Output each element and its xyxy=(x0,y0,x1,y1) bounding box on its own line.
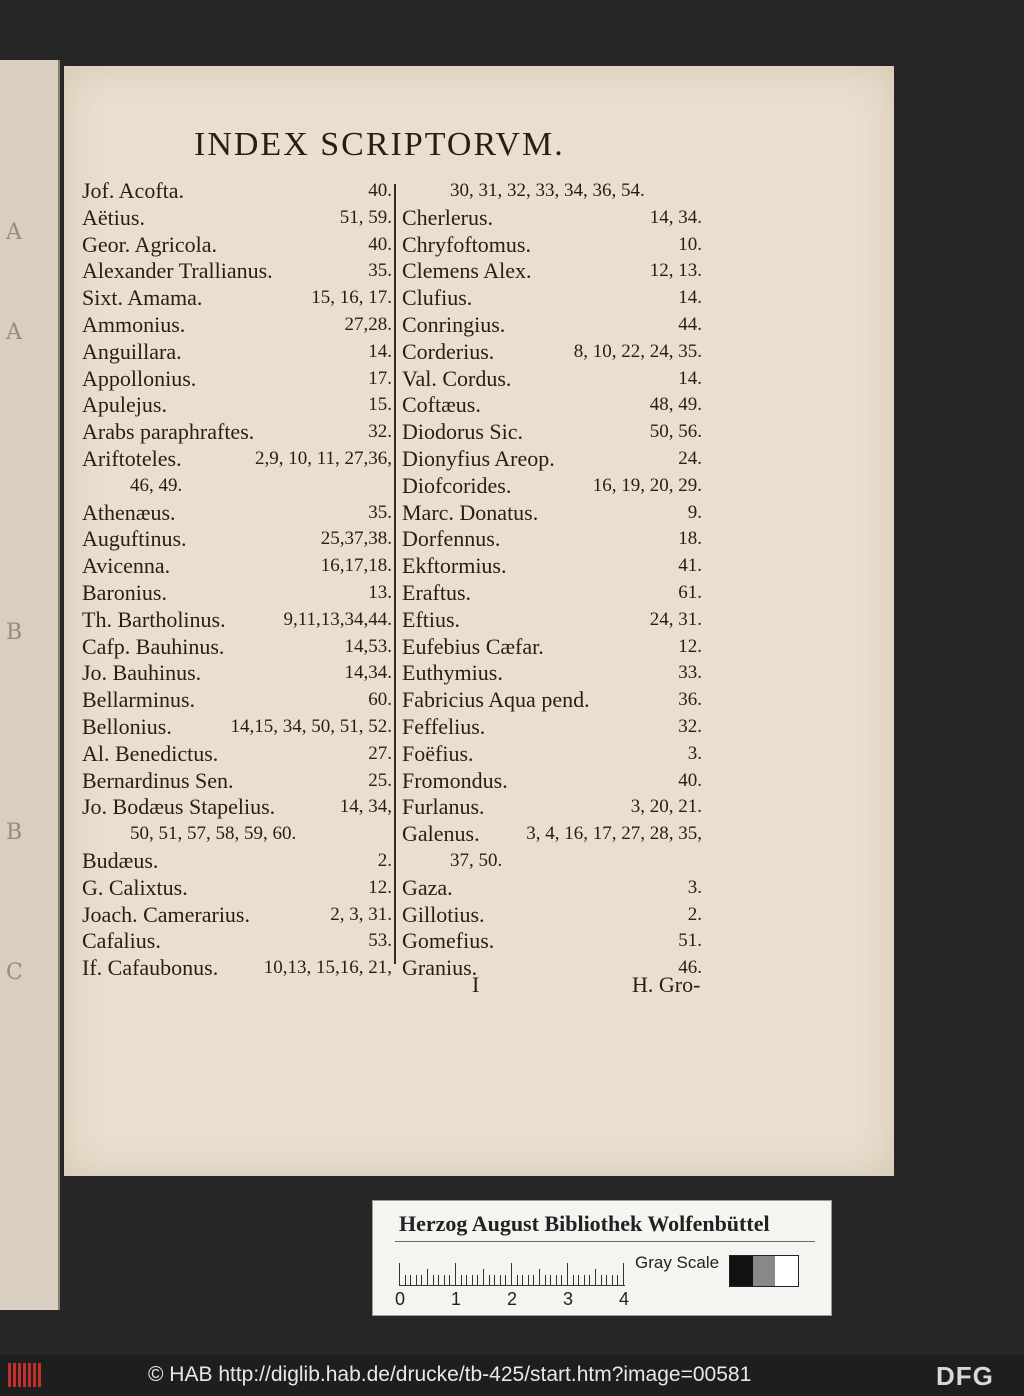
author-name: Eraftus. xyxy=(402,579,472,605)
author-name: Dionyfius Areop. xyxy=(402,445,555,471)
page-references: 33. xyxy=(678,662,702,684)
ruler-tick xyxy=(466,1275,467,1285)
index-entry xyxy=(402,258,702,285)
author-name: Eufebius Cæfar. xyxy=(402,633,544,659)
page-references: 10,13, 15,16, 21, xyxy=(263,957,392,979)
page-references: 60. xyxy=(368,689,392,711)
index-entry xyxy=(82,580,392,607)
index-entry xyxy=(402,473,702,500)
author-name: Bernardinus Sen. xyxy=(82,767,234,793)
page-references: 2. xyxy=(377,849,392,871)
author-name: Foëfius. xyxy=(402,740,474,766)
ruler-tick xyxy=(438,1275,439,1285)
author-name: Clemens Alex. xyxy=(402,258,532,284)
author-name: Avicenna. xyxy=(82,553,171,579)
page-references: 14. xyxy=(678,367,702,389)
index-entry xyxy=(82,205,392,232)
ruler-tick xyxy=(567,1263,568,1285)
index-entry xyxy=(402,607,702,634)
page-references: 53. xyxy=(368,930,392,952)
ruler-number: 2 xyxy=(507,1289,518,1309)
author-name: Sixt. Amama. xyxy=(82,285,203,311)
author-name: Cafp. Bauhinus. xyxy=(82,633,225,659)
index-entry xyxy=(402,312,702,339)
index-entry xyxy=(402,500,702,527)
author-name: Bellonius. xyxy=(82,713,172,739)
page-references: 13. xyxy=(368,581,392,603)
signature-mark: I xyxy=(472,972,480,997)
ruler-tick xyxy=(584,1275,585,1285)
page-references: 2,9, 10, 11, 27,36, xyxy=(254,447,392,469)
ruler-tick xyxy=(533,1275,534,1285)
ruler-number: 1 xyxy=(451,1289,462,1309)
index-entry xyxy=(402,768,702,795)
ruler-tick xyxy=(589,1275,590,1285)
swatch-black xyxy=(730,1256,753,1286)
page-references: 14,53. xyxy=(344,635,392,657)
card-divider xyxy=(395,1241,815,1242)
page-references: 32. xyxy=(678,715,702,737)
author-name: Anguillara. xyxy=(82,338,182,364)
author-name: Ammonius. xyxy=(82,311,186,337)
index-entry xyxy=(82,526,392,553)
index-entry xyxy=(82,634,392,661)
swatch-white xyxy=(775,1256,798,1286)
ruler-tick xyxy=(528,1275,529,1285)
author-name: Baronius. xyxy=(82,579,167,605)
page-references: 3, 4, 16, 17, 27, 28, 35, xyxy=(526,823,702,845)
index-entry xyxy=(82,794,392,821)
index-entry xyxy=(402,660,702,687)
ruler-tick xyxy=(449,1275,450,1285)
page-references: 14, 34, xyxy=(339,796,392,818)
gray-scale-label: Gray Scale xyxy=(635,1253,720,1272)
author-name: Auguftinus. xyxy=(82,526,187,552)
index-entry xyxy=(82,312,392,339)
author-name: Jo. Bauhinus. xyxy=(82,660,202,686)
page-references: 24. xyxy=(678,447,702,469)
page-references: 16,17,18. xyxy=(320,555,392,577)
author-name: Al. Benedictus. xyxy=(82,740,219,766)
index-entry xyxy=(402,446,702,473)
index-entry xyxy=(82,902,392,929)
index-entry xyxy=(402,205,702,232)
author-name: Fabricius Aqua pend. xyxy=(402,687,590,713)
catchword: H. Gro- xyxy=(632,972,701,997)
page-references: 36. xyxy=(678,689,702,711)
index-entry xyxy=(402,634,702,661)
page-references: 27,28. xyxy=(344,313,392,335)
ruler-tick xyxy=(427,1269,428,1285)
author-name: Coftæus. xyxy=(402,392,481,418)
author-name: Dorfennus. xyxy=(402,526,501,552)
author-name: Euthymius. xyxy=(402,660,503,686)
author-name: Athenæus. xyxy=(82,499,176,525)
facing-page-edge xyxy=(0,60,60,1310)
index-entry xyxy=(402,821,702,848)
index-entry xyxy=(402,848,702,875)
page-references: 14. xyxy=(678,287,702,309)
index-entry xyxy=(82,392,392,419)
index-entry xyxy=(82,366,392,393)
ruler-tick xyxy=(399,1263,400,1285)
index-entry xyxy=(82,821,392,848)
index-entry xyxy=(82,607,392,634)
ruler-tick xyxy=(623,1263,624,1285)
ruler-number: 4 xyxy=(619,1289,630,1309)
page-references: 27. xyxy=(368,742,392,764)
author-name: Furlanus. xyxy=(402,794,485,820)
index-entry xyxy=(82,285,392,312)
page-references: 3. xyxy=(687,876,702,898)
ruler-tick xyxy=(489,1275,490,1285)
page-references: 16, 19, 20, 29. xyxy=(592,474,702,496)
page-references: 14. xyxy=(368,340,392,362)
page-references: 15, 16, 17. xyxy=(311,287,392,309)
ruler-tick xyxy=(461,1275,462,1285)
page-references: 40. xyxy=(368,180,392,201)
ruler-tick xyxy=(545,1275,546,1285)
page-references: 9. xyxy=(687,501,702,523)
ruler-tick xyxy=(606,1275,607,1285)
page-references: 40. xyxy=(678,769,702,791)
ruler-tick xyxy=(617,1275,618,1285)
page-references: 25,37,38. xyxy=(320,528,392,550)
index-entry xyxy=(402,794,702,821)
author-name: Val. Cordus. xyxy=(402,365,512,391)
author-name: Granius. xyxy=(402,955,478,981)
author-name: Fromondus. xyxy=(402,767,508,793)
author-name: Clufius. xyxy=(402,285,473,311)
ruler-tick xyxy=(472,1275,473,1285)
index-entry xyxy=(82,848,392,875)
left-column xyxy=(82,178,392,982)
page-references: 41. xyxy=(678,555,702,577)
author-name: Budæus. xyxy=(82,847,159,873)
ruler-number: 0 xyxy=(395,1289,406,1309)
ruler-tick xyxy=(405,1275,406,1285)
ruler-tick xyxy=(410,1275,411,1285)
edge-glyph: B xyxy=(6,820,23,845)
color-reference-card xyxy=(372,1200,832,1316)
ruler-tick xyxy=(505,1275,506,1285)
page-references: 14,34. xyxy=(344,662,392,684)
swatch-gray xyxy=(753,1256,776,1286)
page-references: 24, 31. xyxy=(649,608,702,630)
page-references: 8, 10, 22, 24, 35. xyxy=(573,340,702,362)
author-name: Gillotius. xyxy=(402,901,485,927)
page-references: 12, 13. xyxy=(649,260,702,282)
page-references: 50, 51, 57, 58, 59, 60. xyxy=(130,823,297,845)
author-name: Marc. Donatus. xyxy=(402,499,539,525)
author-name: Conringius. xyxy=(402,311,506,337)
index-entry xyxy=(82,875,392,902)
index-entry xyxy=(82,500,392,527)
ruler-tick xyxy=(561,1275,562,1285)
index-entry xyxy=(82,473,392,500)
index-entry xyxy=(82,258,392,285)
page-references: 48, 49. xyxy=(649,394,702,416)
index-entry xyxy=(402,232,702,259)
page-references: 61. xyxy=(678,581,702,603)
right-column xyxy=(402,178,702,982)
index-entry xyxy=(82,339,392,366)
page-references: 51. xyxy=(678,930,702,952)
page-references: 3. xyxy=(687,742,702,764)
ruler-tick xyxy=(500,1275,501,1285)
ruler-tick xyxy=(433,1275,434,1285)
author-name: Alexander Trallianus. xyxy=(82,258,273,284)
ruler-tick xyxy=(522,1275,523,1285)
page-references: 2. xyxy=(687,903,702,925)
page-references: 46, 49. xyxy=(130,474,183,496)
index-entry xyxy=(82,768,392,795)
author-name: Aëtius. xyxy=(82,204,145,230)
author-name: Eftius. xyxy=(402,606,461,632)
author-name: Jo. Bodæus Stapelius. xyxy=(82,794,276,820)
ruler-tick xyxy=(421,1275,422,1285)
author-name: G. Calixtus. xyxy=(82,874,188,900)
index-entry xyxy=(82,446,392,473)
ruler-tick xyxy=(601,1275,602,1285)
hab-logo-icon xyxy=(8,1363,42,1387)
ruler-tick xyxy=(612,1275,613,1285)
author-name: Cherlerus. xyxy=(402,204,494,230)
author-name: Diofcorides. xyxy=(402,472,512,498)
index-entry xyxy=(402,687,702,714)
index-entry xyxy=(82,714,392,741)
edge-glyph: A xyxy=(6,220,22,245)
page-references: 12. xyxy=(678,635,702,657)
page-references: 25. xyxy=(368,769,392,791)
author-name: Cafalius. xyxy=(82,928,161,954)
page-references: 37, 50. xyxy=(450,849,503,871)
index-entry xyxy=(402,339,702,366)
ruler-tick xyxy=(573,1275,574,1285)
ruler-tick xyxy=(483,1269,484,1285)
page-references: 17. xyxy=(368,367,392,389)
ruler-tick xyxy=(578,1275,579,1285)
dfg-logo: DFG xyxy=(936,1361,994,1391)
author-name: Joach. Camerarius. xyxy=(82,901,250,927)
page-references: 2, 3, 31. xyxy=(330,903,392,925)
author-name: Chryfoftomus. xyxy=(402,231,531,257)
edge-glyph: A xyxy=(6,320,22,345)
author-name: Apulejus. xyxy=(82,392,167,418)
author-name: Th. Bartholinus. xyxy=(82,606,226,632)
author-name: Galenus. xyxy=(402,821,480,847)
index-entry xyxy=(402,741,702,768)
index-entry xyxy=(402,714,702,741)
page-references: 10. xyxy=(678,233,702,255)
ruler-tick xyxy=(494,1275,495,1285)
ruler-tick xyxy=(477,1275,478,1285)
author-name: Corderius. xyxy=(402,338,495,364)
index-entry xyxy=(82,660,392,687)
index-entry xyxy=(402,366,702,393)
index-entry xyxy=(82,928,392,955)
ruler-tick xyxy=(556,1275,557,1285)
index-entry xyxy=(402,553,702,580)
ruler-tick xyxy=(511,1263,512,1285)
page-references: 40. xyxy=(368,233,392,255)
author-name: Bellarminus. xyxy=(82,687,196,713)
index-entry xyxy=(82,741,392,768)
column-divider xyxy=(394,184,396,964)
index-entry xyxy=(402,580,702,607)
ruler-number: 3 xyxy=(563,1289,574,1309)
ruler-tick xyxy=(455,1263,456,1285)
index-entry xyxy=(402,178,702,205)
index-entry xyxy=(402,902,702,929)
author-name: If. Cafaubonus. xyxy=(82,955,219,981)
index-entry xyxy=(82,419,392,446)
author-name: Jof. Acofta. xyxy=(82,178,185,203)
ruler-tick xyxy=(539,1269,540,1285)
library-name: Herzog August Bibliothek Wolfenbüttel xyxy=(399,1211,770,1236)
page-references: 18. xyxy=(678,528,702,550)
page-references: 44. xyxy=(678,313,702,335)
index-page xyxy=(64,66,894,1176)
page-references: 15. xyxy=(368,394,392,416)
page-references: 3, 20, 21. xyxy=(630,796,702,818)
scale-ruler xyxy=(399,1251,625,1286)
page-references: 50, 56. xyxy=(649,421,702,443)
page-references: 46. xyxy=(678,957,702,979)
author-name: Arabs paraphraftes. xyxy=(82,419,255,445)
edge-glyph: C xyxy=(6,960,23,985)
page-references: 14,15, 34, 50, 51, 52. xyxy=(230,715,392,737)
index-entry xyxy=(82,553,392,580)
page-references: 12. xyxy=(368,876,392,898)
ruler-tick xyxy=(444,1275,445,1285)
page-references: 14, 34. xyxy=(649,206,702,228)
source-url[interactable]: © HAB http://diglib.hab.de/drucke/tb-425/start.htm?image=00581 xyxy=(148,1363,752,1386)
page-references: 32. xyxy=(368,421,392,443)
ruler-tick xyxy=(416,1275,417,1285)
page-references: 30, 31, 32, 33, 34, 36, 54. xyxy=(450,180,645,201)
author-name: Ariftoteles. xyxy=(82,445,182,471)
index-entry xyxy=(82,232,392,259)
viewer-bottom-bar xyxy=(0,1355,1024,1396)
ruler-tick xyxy=(595,1269,596,1285)
author-name: Geor. Agricola. xyxy=(82,231,218,257)
index-entry xyxy=(402,419,702,446)
author-name: Appollonius. xyxy=(82,365,197,391)
ruler-tick xyxy=(550,1275,551,1285)
index-entry xyxy=(82,178,392,205)
page-title: INDEX SCRIPTORVM. xyxy=(194,126,565,163)
ruler-tick xyxy=(517,1275,518,1285)
author-name: Gaza. xyxy=(402,874,453,900)
author-name: Diodorus Sic. xyxy=(402,419,523,445)
index-entry xyxy=(402,526,702,553)
edge-glyph: B xyxy=(6,620,23,645)
gray-scale-swatch xyxy=(729,1255,799,1287)
author-name: Feffelius. xyxy=(402,713,486,739)
author-name: Gomefius. xyxy=(402,928,495,954)
page-references: 9,11,13,34,44. xyxy=(283,608,392,630)
page-references: 35. xyxy=(368,260,392,282)
index-entry xyxy=(82,687,392,714)
index-entry xyxy=(402,928,702,955)
author-name: Ekftormius. xyxy=(402,553,507,579)
index-entry xyxy=(402,392,702,419)
index-entry xyxy=(402,875,702,902)
index-entry xyxy=(402,285,702,312)
index-entry xyxy=(82,955,392,982)
page-references: 51, 59. xyxy=(339,206,392,228)
page-references: 35. xyxy=(368,501,392,523)
